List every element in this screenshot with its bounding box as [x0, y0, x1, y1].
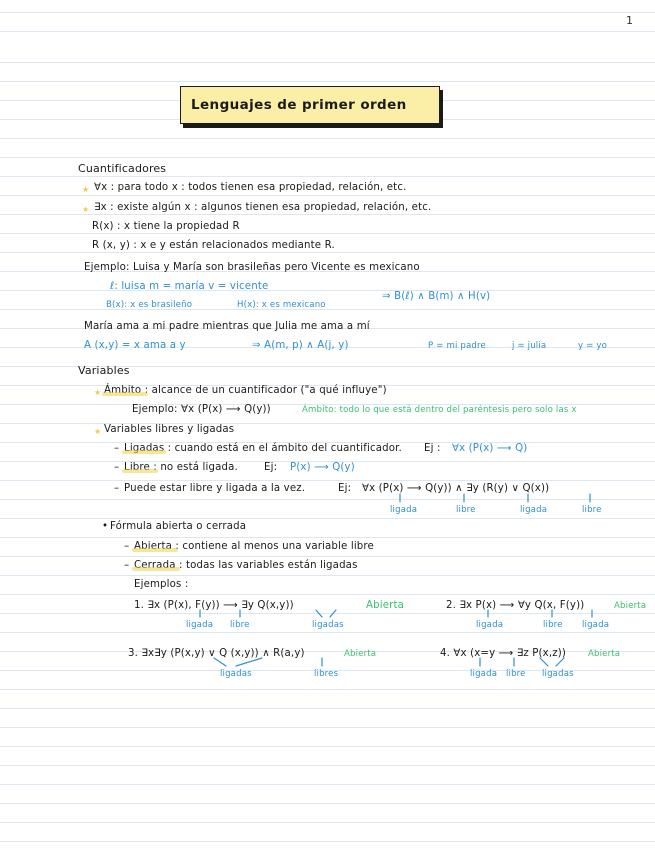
libre-ej-label: Ej: — [264, 462, 278, 473]
section-heading-cuantificadores: Cuantificadores — [78, 162, 167, 175]
ex4-tag-ligadas: ligadas — [542, 669, 574, 679]
arrow-ex1-3 — [316, 610, 336, 617]
arrow-ex3-1 — [214, 658, 262, 666]
ambas-dash: – — [114, 483, 120, 494]
ambito-line: Ámbito : alcance de un cuantificador ("a qué influye") — [104, 385, 387, 396]
ambito-note: Ámbito: todo lo que está dentro del paréntesis pero solo las x — [302, 405, 577, 415]
ambas-tag-ligada-1: ligada — [390, 505, 418, 515]
example-formula-1: 1. ∃x (P(x), F(y)) ⟶ ∃y Q(x,y)) — [134, 600, 294, 611]
relation-line: R (x, y) : x e y están relacionados mediante R. — [92, 240, 335, 251]
example-formula-1-result: Abierta — [366, 600, 405, 611]
libre-example: P(x) ⟶ Q(y) — [290, 462, 355, 473]
example-1-sentence: Ejemplo: Luisa y María son brasileñas pero Vicente es mexicano — [84, 262, 420, 273]
cerrada-dash: – — [124, 560, 130, 571]
ambas-ej-label: Ej: — [338, 483, 352, 494]
ligadas-dash: – — [114, 443, 120, 454]
abierta-definition: Abierta : contiene al menos una variable libre — [134, 541, 374, 552]
ambas-definition: Puede estar libre y ligada a la vez. — [124, 483, 306, 494]
example-1-result: ⇒ B(ℓ) ∧ B(m) ∧ H(v) — [382, 291, 491, 302]
page-title: Lenguajes de primer orden — [191, 97, 407, 113]
libre-dash: – — [114, 462, 120, 473]
ex2-tag-ligada: ligada — [476, 620, 504, 630]
star-bullet-icon: ★ — [94, 388, 102, 397]
ex2-tag-libre: libre — [543, 620, 563, 630]
ligadas-definition: Ligadas : cuando está en el ámbito del cuantificador. — [124, 443, 402, 454]
example-2-definition: A (x,y) = x ama a y — [84, 340, 186, 351]
formula-bullet: • — [102, 521, 109, 532]
ex2-tag-ligada-2: ligada — [582, 620, 610, 630]
ex4-tag-ligada: ligada — [470, 669, 498, 679]
page-number: 1 — [626, 14, 633, 27]
ambas-tag-ligada-2: ligada — [520, 505, 548, 515]
example-1-variables: ℓ: luisa m = maría v = vicente — [110, 281, 269, 292]
example-formula-3-result: Abierta — [344, 649, 377, 659]
abierta-dash: – — [124, 541, 130, 552]
example-formula-2: 2. ∃x P(x) ⟶ ∀y Q(x, F(y)) — [446, 600, 585, 611]
example-formula-2-result: Abierta — [614, 601, 647, 611]
ambas-tag-libre-1: libre — [456, 505, 476, 515]
example-formula-3: 3. ∃x∃y (P(x,y) ∨ Q (x,y)) ∧ R(a,y) — [128, 648, 305, 659]
example-1-predicate-b: B(x): x es brasileño — [106, 300, 193, 310]
formula-heading: Fórmula abierta o cerrada — [110, 521, 247, 532]
ambas-tag-libre-2: libre — [582, 505, 602, 515]
ex3-tag-ligadas: ligadas — [220, 669, 252, 679]
example-2-sentence: María ama a mi padre mientras que Julia me ama a mí — [84, 321, 370, 332]
ex4-tag-libre: libre — [506, 669, 526, 679]
property-line: R(x) : x tiene la propiedad R — [92, 221, 240, 232]
quantifier-forall-line: ∀x : para todo x : todos tienen esa propiedad, relación, etc. — [94, 182, 407, 193]
ligadas-example: ∀x (P(x) ⟶ Q) — [452, 443, 528, 454]
ex1-tag-libre: libre — [230, 620, 250, 630]
ex1-tag-ligada: ligada — [186, 620, 214, 630]
ambas-example: ∀x (P(x) ⟶ Q(y)) ∧ ∃y (R(y) ∨ Q(x)) — [362, 483, 550, 494]
star-bullet-icon: ★ — [82, 185, 90, 194]
example-2-j: j = julia — [512, 341, 547, 351]
arrow-ex4-3 — [540, 658, 564, 666]
section-heading-variables: Variables — [78, 364, 130, 377]
example-2-y: y = yo — [578, 341, 607, 351]
example-2-result: ⇒ A(m, p) ∧ A(j, y) — [252, 340, 349, 351]
ejemplos-label: Ejemplos : — [134, 579, 189, 590]
cerrada-definition: Cerrada : todas las variables están ligadas — [134, 560, 358, 571]
example-1-predicate-h: H(x): x es mexicano — [237, 300, 326, 310]
ex1-tag-ligadas: ligadas — [312, 620, 344, 630]
ambito-example: Ejemplo: ∀x (P(x) ⟶ Q(y)) — [132, 404, 271, 415]
example-formula-4: 4. ∀x (x=y ⟶ ∃z P(x,z)) — [440, 648, 566, 659]
star-bullet-icon: ★ — [94, 427, 102, 436]
ex3-tag-libres: libres — [314, 669, 339, 679]
ligadas-ej-label: Ej : — [424, 443, 441, 454]
example-2-p: P = mi padre — [428, 341, 486, 351]
quantifier-exists-line: ∃x : existe algún x : algunos tienen esa propiedad, relación, etc. — [94, 202, 432, 213]
libres-ligadas-heading: Variables libres y ligadas — [104, 424, 235, 435]
example-formula-4-result: Abierta — [588, 649, 621, 659]
star-bullet-icon: ★ — [82, 205, 90, 214]
libre-definition: Libre : no está ligada. — [124, 462, 238, 473]
